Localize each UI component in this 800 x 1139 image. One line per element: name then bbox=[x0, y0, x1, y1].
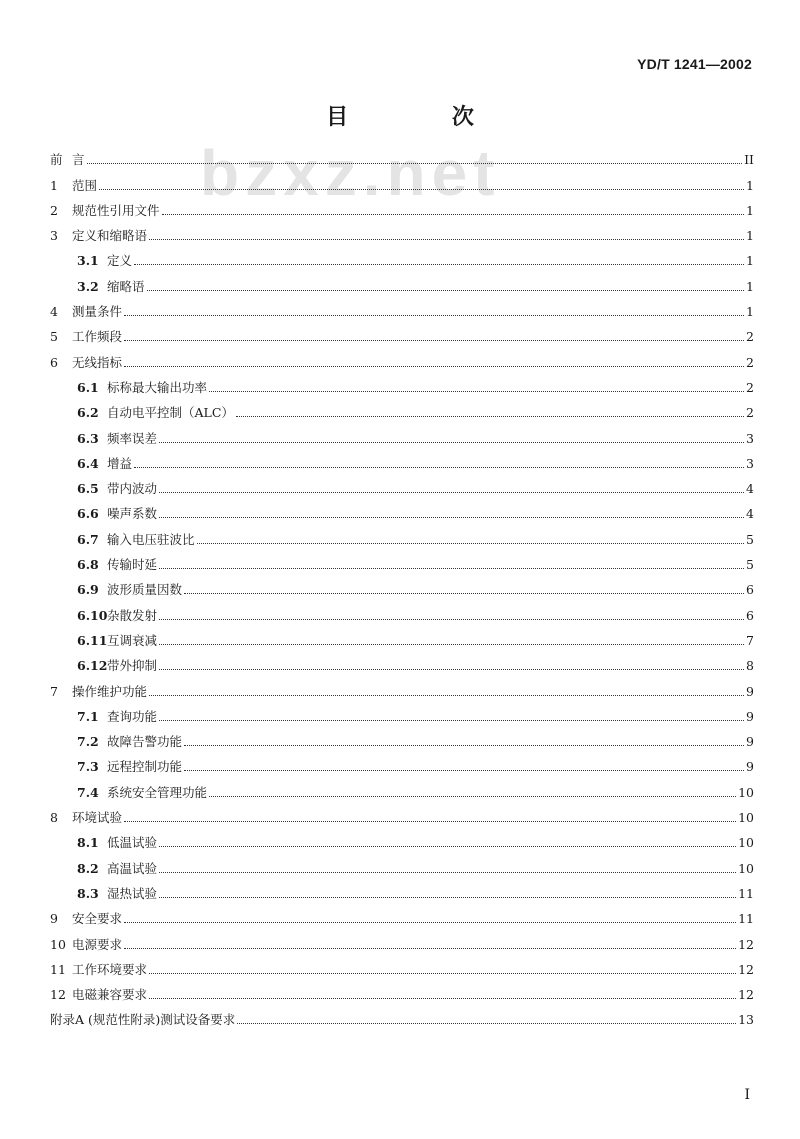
toc-entry-page: 10 bbox=[738, 810, 754, 826]
toc-entry-number: 4 bbox=[50, 304, 58, 320]
toc-entry-page: 10 bbox=[738, 835, 754, 851]
toc-entry[interactable] bbox=[50, 827, 754, 852]
toc-entry[interactable] bbox=[50, 675, 754, 700]
toc-entry-title: 系统安全管理功能 bbox=[107, 784, 208, 800]
toc-dot-leader bbox=[159, 669, 744, 670]
toc-dot-leader bbox=[149, 695, 744, 696]
toc-entry-page: 5 bbox=[746, 531, 754, 547]
toc-entry-number: 6.4 bbox=[77, 455, 99, 471]
toc-dot-leader bbox=[159, 897, 736, 898]
toc-entry-title: 电源要求 bbox=[72, 936, 123, 952]
toc-dot-leader bbox=[236, 416, 744, 417]
toc-entry-number: 5 bbox=[50, 329, 58, 345]
toc-entry[interactable] bbox=[50, 878, 754, 903]
toc-entry-number: 3 bbox=[50, 228, 58, 244]
toc-entry-number: 6 bbox=[50, 354, 58, 370]
toc-entry-title: 无线指标 bbox=[72, 354, 123, 370]
toc-entry-number: 8 bbox=[50, 810, 58, 826]
toc-entry[interactable] bbox=[50, 954, 754, 979]
toc-entry-page: 2 bbox=[746, 354, 754, 370]
toc-entry-title: 定义和缩略语 bbox=[72, 228, 148, 244]
toc-entry[interactable] bbox=[50, 549, 754, 574]
toc-dot-leader bbox=[159, 568, 744, 569]
toc-entry-page: 1 bbox=[746, 228, 754, 244]
toc-entry-number: 3.1 bbox=[77, 253, 99, 269]
toc-dot-leader bbox=[162, 214, 744, 215]
table-of-contents bbox=[50, 144, 754, 1029]
toc-entry-page: 13 bbox=[738, 1012, 754, 1028]
toc-entry-page: 9 bbox=[746, 734, 754, 750]
toc-dot-leader bbox=[197, 543, 744, 544]
toc-entry-number: 3.2 bbox=[77, 278, 99, 294]
toc-entry[interactable] bbox=[50, 245, 754, 270]
toc-entry-number: 6.10 bbox=[77, 607, 108, 623]
toc-entry-page: 9 bbox=[746, 708, 754, 724]
toc-dot-leader bbox=[159, 872, 736, 873]
toc-entry[interactable] bbox=[50, 979, 754, 1004]
toc-entry-page: 4 bbox=[746, 506, 754, 522]
toc-entry[interactable] bbox=[50, 498, 754, 523]
toc-dot-leader bbox=[149, 973, 736, 974]
toc-entry-number: 7 bbox=[50, 683, 58, 699]
toc-entry[interactable] bbox=[50, 574, 754, 599]
toc-entry[interactable] bbox=[50, 296, 754, 321]
toc-entry-page: 12 bbox=[738, 936, 754, 952]
toc-entry-page: 12 bbox=[738, 987, 754, 1003]
toc-entry[interactable] bbox=[50, 1004, 754, 1029]
toc-entry-number: 8.3 bbox=[77, 885, 99, 901]
toc-entry[interactable] bbox=[50, 726, 754, 751]
toc-entry-title: 带外抑制 bbox=[107, 658, 158, 674]
toc-entry-page: 8 bbox=[746, 658, 754, 674]
toc-entry-number: 6.9 bbox=[77, 582, 99, 598]
toc-entry-number: 7.2 bbox=[77, 734, 99, 750]
toc-entry-title: 杂散发射 bbox=[107, 607, 158, 623]
toc-dot-leader bbox=[184, 593, 744, 594]
toc-dot-leader bbox=[149, 998, 736, 999]
toc-dot-leader bbox=[159, 644, 744, 645]
toc-entry-title: 频率误差 bbox=[107, 430, 158, 446]
toc-entry-page: 3 bbox=[746, 455, 754, 471]
toc-entry-page: 2 bbox=[746, 329, 754, 345]
toc-entry[interactable] bbox=[50, 422, 754, 447]
toc-dot-leader bbox=[209, 796, 736, 797]
toc-entry-number: 6.6 bbox=[77, 506, 99, 522]
toc-entry-page: 1 bbox=[746, 304, 754, 320]
toc-entry-title: 传输时延 bbox=[107, 557, 158, 573]
toc-entry[interactable] bbox=[50, 397, 754, 422]
toc-entry-title: 带内波动 bbox=[107, 481, 158, 497]
toc-entry-page: 1 bbox=[746, 177, 754, 193]
toc-entry[interactable] bbox=[50, 448, 754, 473]
toc-entry-page: II bbox=[744, 152, 754, 168]
toc-dot-leader bbox=[159, 517, 744, 518]
toc-entry[interactable] bbox=[50, 701, 754, 726]
toc-dot-leader bbox=[124, 315, 744, 316]
toc-entry-title: 湿热试验 bbox=[107, 885, 158, 901]
toc-dot-leader bbox=[134, 264, 744, 265]
toc-entry[interactable] bbox=[50, 852, 754, 877]
toc-entry-page: 6 bbox=[746, 582, 754, 598]
toc-entry[interactable] bbox=[50, 346, 754, 371]
toc-entry-number: 前 bbox=[50, 152, 63, 168]
toc-dot-leader bbox=[149, 239, 744, 240]
toc-entry-page: 5 bbox=[746, 557, 754, 573]
toc-entry-page: 10 bbox=[738, 860, 754, 876]
toc-entry-title: 输入电压驻波比 bbox=[107, 531, 195, 547]
toc-dot-leader bbox=[134, 467, 744, 468]
toc-entry[interactable] bbox=[50, 220, 754, 245]
toc-entry-number: 6.7 bbox=[77, 531, 99, 547]
toc-entry-title: (规范性附录)测试设备要求 bbox=[88, 1012, 236, 1028]
watermark: bzxz.net bbox=[200, 137, 501, 209]
toc-entry-number: 6.12 bbox=[77, 658, 108, 674]
toc-entry-title: 操作维护功能 bbox=[72, 683, 148, 699]
toc-dot-leader bbox=[209, 391, 744, 392]
toc-entry-number: 8.1 bbox=[77, 835, 99, 851]
footer-page-number: I bbox=[744, 1087, 750, 1103]
toc-entry-title: 增益 bbox=[107, 455, 133, 471]
toc-entry-number: 7.4 bbox=[77, 784, 99, 800]
page-title: 目 次 bbox=[326, 105, 522, 130]
toc-entry-number: 2 bbox=[50, 202, 58, 218]
toc-entry-page: 2 bbox=[746, 405, 754, 421]
toc-entry-number: 6.11 bbox=[77, 632, 108, 648]
toc-entry-page: 12 bbox=[738, 961, 754, 977]
toc-entry-title: 低温试验 bbox=[107, 835, 158, 851]
toc-entry-title: 缩略语 bbox=[107, 278, 145, 294]
toc-entry-page: 6 bbox=[746, 607, 754, 623]
toc-dot-leader bbox=[159, 619, 744, 620]
toc-entry-title: 波形质量因数 bbox=[107, 582, 183, 598]
toc-entry-title: 噪声系数 bbox=[107, 506, 158, 522]
toc-entry[interactable] bbox=[50, 928, 754, 953]
toc-entry-number: 6.3 bbox=[77, 430, 99, 446]
toc-entry[interactable] bbox=[50, 195, 754, 220]
toc-entry-page: 2 bbox=[746, 379, 754, 395]
toc-entry-page: 11 bbox=[738, 911, 754, 927]
toc-entry[interactable] bbox=[50, 321, 754, 346]
toc-entry-number: 12 bbox=[50, 987, 66, 1003]
toc-entry-number: 6.1 bbox=[77, 379, 99, 395]
toc-entry-title: 高温试验 bbox=[107, 860, 158, 876]
toc-entry-page: 1 bbox=[746, 253, 754, 269]
toc-entry-title: 环境试验 bbox=[72, 810, 123, 826]
toc-dot-leader bbox=[184, 745, 744, 746]
toc-entry-title: 言 bbox=[72, 152, 85, 168]
toc-entry-page: 3 bbox=[746, 430, 754, 446]
toc-entry-page: 9 bbox=[746, 683, 754, 699]
toc-entry[interactable] bbox=[50, 523, 754, 548]
toc-entry-page: 9 bbox=[746, 759, 754, 775]
toc-entry-title: 定义 bbox=[107, 253, 133, 269]
toc-entry-title: 互调衰减 bbox=[107, 632, 158, 648]
toc-entry[interactable] bbox=[50, 372, 754, 397]
toc-entry-number: 8.2 bbox=[77, 860, 99, 876]
toc-entry-number: 6.8 bbox=[77, 557, 99, 573]
toc-dot-leader bbox=[159, 442, 744, 443]
toc-entry-title: 查询功能 bbox=[107, 708, 158, 724]
toc-entry-title: 工作环境要求 bbox=[72, 961, 148, 977]
toc-entry[interactable] bbox=[50, 903, 754, 928]
toc-dot-leader bbox=[159, 720, 744, 721]
toc-entry-title: 远程控制功能 bbox=[107, 759, 183, 775]
toc-entry-title: 自动电平控制（ALC） bbox=[107, 405, 234, 421]
toc-entry-title: 规范性引用文件 bbox=[72, 202, 160, 218]
toc-entry[interactable] bbox=[50, 751, 754, 776]
toc-entry-page: 11 bbox=[738, 885, 754, 901]
toc-entry-title: 测量条件 bbox=[72, 304, 123, 320]
toc-entry-title: 标称最大输出功率 bbox=[107, 379, 208, 395]
toc-dot-leader bbox=[124, 948, 736, 949]
toc-entry-page: 4 bbox=[746, 481, 754, 497]
toc-dot-leader bbox=[147, 290, 744, 291]
toc-dot-leader bbox=[124, 922, 736, 923]
toc-entry[interactable] bbox=[50, 625, 754, 650]
toc-entry-title: 工作频段 bbox=[72, 329, 123, 345]
toc-entry[interactable] bbox=[50, 802, 754, 827]
toc-entry-number: 9 bbox=[50, 911, 58, 927]
toc-dot-leader bbox=[99, 189, 744, 190]
toc-dot-leader bbox=[184, 770, 744, 771]
toc-dot-leader bbox=[237, 1023, 736, 1024]
toc-dot-leader bbox=[124, 366, 744, 367]
toc-entry-number: 1 bbox=[50, 177, 58, 193]
toc-entry-title: 安全要求 bbox=[72, 911, 123, 927]
toc-entry-number: 11 bbox=[50, 961, 66, 977]
toc-dot-leader bbox=[124, 340, 744, 341]
toc-entry-page: 1 bbox=[746, 202, 754, 218]
toc-entry[interactable] bbox=[50, 599, 754, 624]
toc-entry-page: 1 bbox=[746, 278, 754, 294]
toc-entry-page: 7 bbox=[746, 632, 754, 648]
toc-entry[interactable] bbox=[50, 144, 754, 169]
document-number: YD/T 1241—2002 bbox=[637, 56, 752, 72]
toc-entry[interactable] bbox=[50, 169, 754, 194]
toc-dot-leader bbox=[159, 846, 736, 847]
toc-entry-page: 10 bbox=[738, 784, 754, 800]
toc-entry-number: 7.1 bbox=[77, 708, 99, 724]
toc-entry[interactable] bbox=[50, 776, 754, 801]
toc-dot-leader bbox=[87, 163, 743, 164]
toc-dot-leader bbox=[124, 821, 736, 822]
toc-entry-number: 6.2 bbox=[77, 405, 99, 421]
toc-entry-title: 故障告警功能 bbox=[107, 734, 183, 750]
toc-entry-number: 附录A bbox=[50, 1012, 85, 1028]
toc-entry[interactable] bbox=[50, 270, 754, 295]
toc-entry-number: 10 bbox=[50, 936, 66, 952]
toc-entry-number: 6.5 bbox=[77, 481, 99, 497]
toc-entry-title: 电磁兼容要求 bbox=[72, 987, 148, 1003]
toc-entry[interactable] bbox=[50, 650, 754, 675]
toc-entry-number: 7.3 bbox=[77, 759, 99, 775]
toc-entry[interactable] bbox=[50, 473, 754, 498]
toc-dot-leader bbox=[159, 492, 744, 493]
toc-entry-title: 范围 bbox=[72, 177, 98, 193]
